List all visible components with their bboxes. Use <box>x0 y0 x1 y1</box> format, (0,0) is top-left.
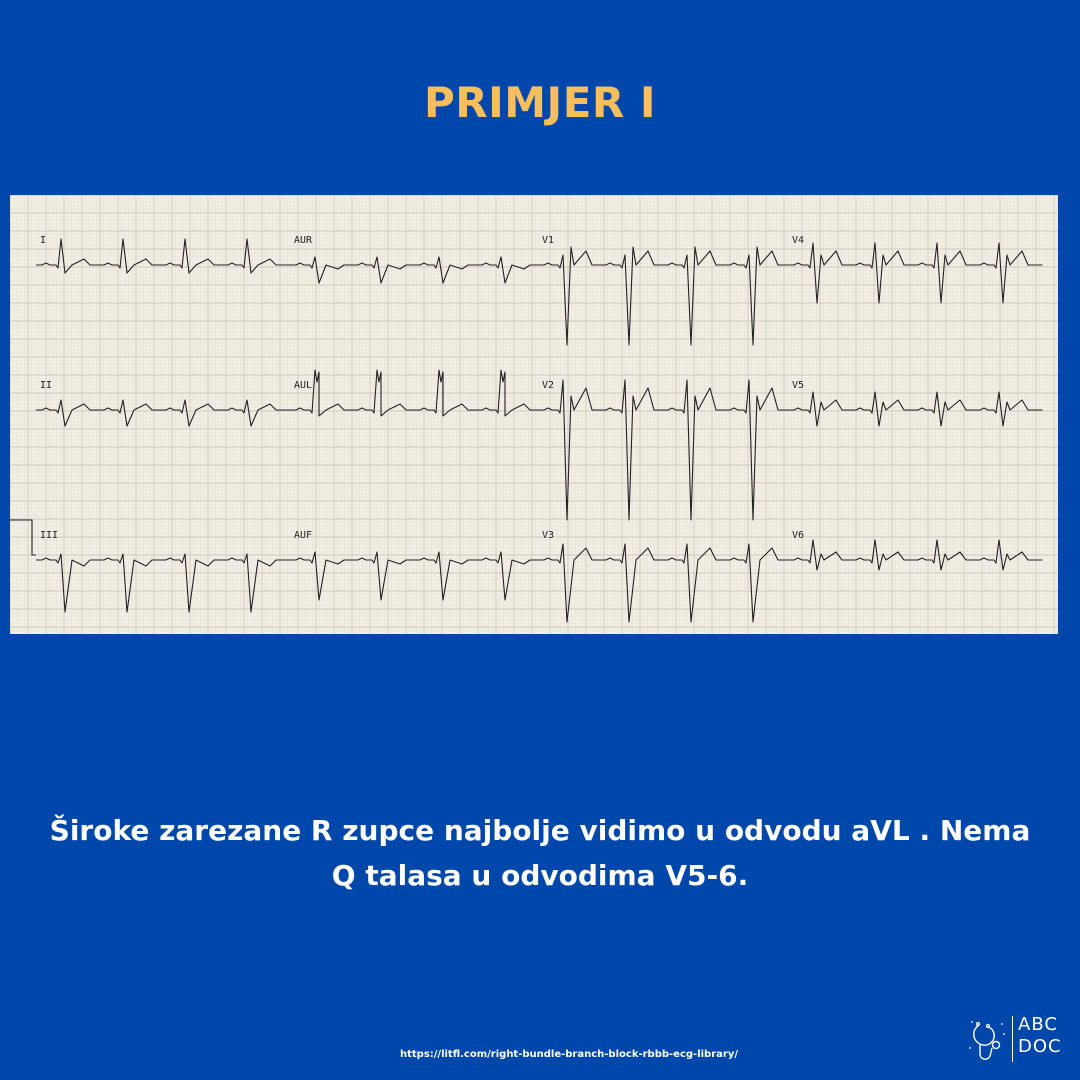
logo-line-1: ABC <box>1018 1014 1058 1035</box>
ecg-trace-aur <box>290 257 544 283</box>
ecg-trace-v5 <box>788 392 1042 426</box>
ecg-trace-iii <box>36 554 290 612</box>
caption <box>20 808 1060 898</box>
ecg-trace-v3 <box>538 544 792 622</box>
lead-label-i: I <box>40 235 47 246</box>
ecg-trace-v2 <box>538 380 792 520</box>
lead-label-v1: V1 <box>542 235 555 246</box>
caption-line-2: Q talasa u odvodima V5-6. <box>331 859 749 892</box>
logo-divider <box>1012 1016 1013 1062</box>
ecg-grid <box>10 195 1058 634</box>
lead-label-iii: III <box>40 530 59 541</box>
lead-label-v3: V3 <box>542 530 555 541</box>
lead-label-aur: AUR <box>294 235 313 246</box>
lead-label-v4: V4 <box>792 235 805 246</box>
ecg-trace-v4 <box>788 243 1042 303</box>
source-link[interactable]: https://litfl.com/right-bundle-branch-block-rbbb-ecg-library/ <box>399 1049 738 1060</box>
lead-label-v6: V6 <box>792 530 805 541</box>
ecg-trace-i <box>36 239 290 273</box>
stethoscope-icon <box>968 1018 1008 1064</box>
page-title: PRIMJER I <box>424 78 656 127</box>
logo-text <box>1018 1014 1062 1058</box>
lead-label-auf: AUF <box>294 530 313 541</box>
lead-label-v2: V2 <box>542 380 555 391</box>
ecg-lead-labels <box>40 235 804 541</box>
caption-line-1: Široke zarezane R zupce najbolje vidimo u odvodu aVL . Nema <box>49 814 1031 847</box>
lead-label-ii: II <box>40 380 53 391</box>
ecg-tracing <box>10 195 1058 634</box>
lead-label-aul: AUL <box>294 380 313 391</box>
lead-label-v5: V5 <box>792 380 805 391</box>
ecg-svg <box>10 195 1058 634</box>
abcdoc-logo <box>968 1014 1062 1064</box>
logo-line-2: DOC <box>1018 1036 1062 1057</box>
ecg-trace-auf <box>290 552 544 600</box>
ecg-trace-v1 <box>538 247 792 345</box>
calibration-pulse <box>10 520 36 555</box>
